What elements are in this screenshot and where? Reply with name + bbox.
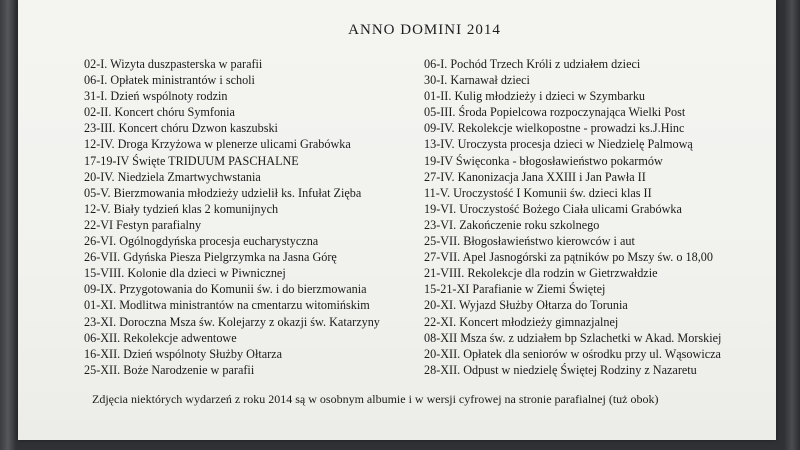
event-item: 17-19-IV Święte TRIDUUM PASCHALNE <box>84 153 299 168</box>
event-item: 09-IX. Przygotowania do Komunii św. i do bierzmowania <box>84 282 367 297</box>
event-item: 13-IV. Uroczysta procesja dzieci w Niedzielę Palmową <box>424 137 693 152</box>
event-item: 15-VIII. Kolonie dla dzieci w Piwnicznej <box>84 266 286 281</box>
event-item: 22-VI Festyn parafialny <box>84 217 202 232</box>
page-title: ANNO DOMINI 2014 <box>348 22 501 38</box>
event-item: 23-XI. Doroczna Msza św. Kolejarzy z okazji św. Katarzyny <box>84 314 380 329</box>
event-item: 21-VIII. Rekolekcje dla rodzin w Gietrzwałdzie <box>424 266 658 281</box>
event-item: 22-XI. Koncert młodzieży gimnazjalnej <box>424 314 619 329</box>
event-item: 27-VII. Apel Jasnogórski za pątników po Mszy św. o 18,00 <box>424 250 713 265</box>
event-item: 19-VI. Uroczystość Bożego Ciała ulicami Grabówka <box>424 201 682 216</box>
document-page <box>18 0 776 440</box>
event-item: 02-I. Wizyta duszpasterska w parafii <box>84 57 263 71</box>
event-item: 12-V. Biały tydzień klas 2 komunijnych <box>84 201 279 216</box>
event-item: 11-V. Uroczystość I Komunii św. dzieci klas II <box>424 185 652 200</box>
event-item: 05-V. Bierzmowania młodzieży udzielił ks. Infułat Zięba <box>84 185 362 200</box>
event-item: 09-IV. Rekolekcje wielkopostne - prowadzi ks.J.Hinc <box>424 121 685 136</box>
event-item: 05-III. Środa Popielcowa rozpoczynająca Wielki Post <box>424 105 686 120</box>
event-item: 31-I. Dzień wspólnoty rodzin <box>84 89 228 104</box>
event-item: 01-XI. Modlitwa ministrantów na cmentarzu witomińskim <box>84 298 370 313</box>
events-right-column <box>424 56 769 378</box>
event-item: 08-XII Msza św. z udziałem bp Szlachetki w Akad. Morskiej <box>424 330 722 345</box>
event-item: 06-I. Pochód Trzech Króli z udziałem dzieci <box>424 57 641 71</box>
event-item: 25-XII. Boże Narodzenie w parafii <box>84 362 255 377</box>
event-item: 01-II. Kulig młodzieży i dzieci w Szymbarku <box>424 89 646 104</box>
event-item: 20-IV. Niedziela Zmartwychwstania <box>84 169 261 184</box>
event-item: 23-VI. Zakończenie roku szkolnego <box>424 217 600 232</box>
event-item: 06-XII. Rekolekcje adwentowe <box>84 330 237 345</box>
event-item: 12-IV. Droga Krzyżowa w plenerze ulicami Grabówka <box>84 137 351 152</box>
event-item: 30-I. Karnawał dzieci <box>424 73 530 88</box>
event-item: 23-III. Koncert chóru Dzwon kaszubski <box>84 121 278 136</box>
event-item: 19-IV Święconka - błogosławieństwo pokarmów <box>424 153 663 168</box>
event-item: 02-II. Koncert chóru Symfonia <box>84 105 235 120</box>
event-item: 06-I. Opłatek ministrantów i scholi <box>84 73 255 88</box>
event-item: 20-XII. Opłatek dla seniorów w ośrodku przy ul. Wąsowicza <box>424 346 721 361</box>
event-item: 26-VI. Ogólnogdyńska procesja eucharystyczna <box>84 234 319 249</box>
events-left-column <box>84 56 429 378</box>
event-item: 27-IV. Kanonizacja Jana XXIII i Jan Pawła II <box>424 169 646 184</box>
event-item: 20-XI. Wyjazd Służby Ołtarza do Torunia <box>424 298 628 313</box>
footer-note: Zdjęcia niektórych wydarzeń z roku 2014 są w osobnym albumie i w wersji cyfrowej na stronie parafialnej (tuż obok) <box>92 392 659 406</box>
event-item: 16-XII. Dzień wspólnoty Służby Ołtarza <box>84 346 282 361</box>
event-item: 28-XII. Odpust w niedzielę Świętej Rodziny z Nazaretu <box>424 362 697 377</box>
event-item: 15-21-XI Parafianie w Ziemi Świętej <box>424 282 606 297</box>
event-item: 26-VII. Gdyńska Piesza Pielgrzymka na Jasna Górę <box>84 250 337 265</box>
event-item: 25-VII. Błogosławieństwo kierowców i aut <box>424 234 635 249</box>
